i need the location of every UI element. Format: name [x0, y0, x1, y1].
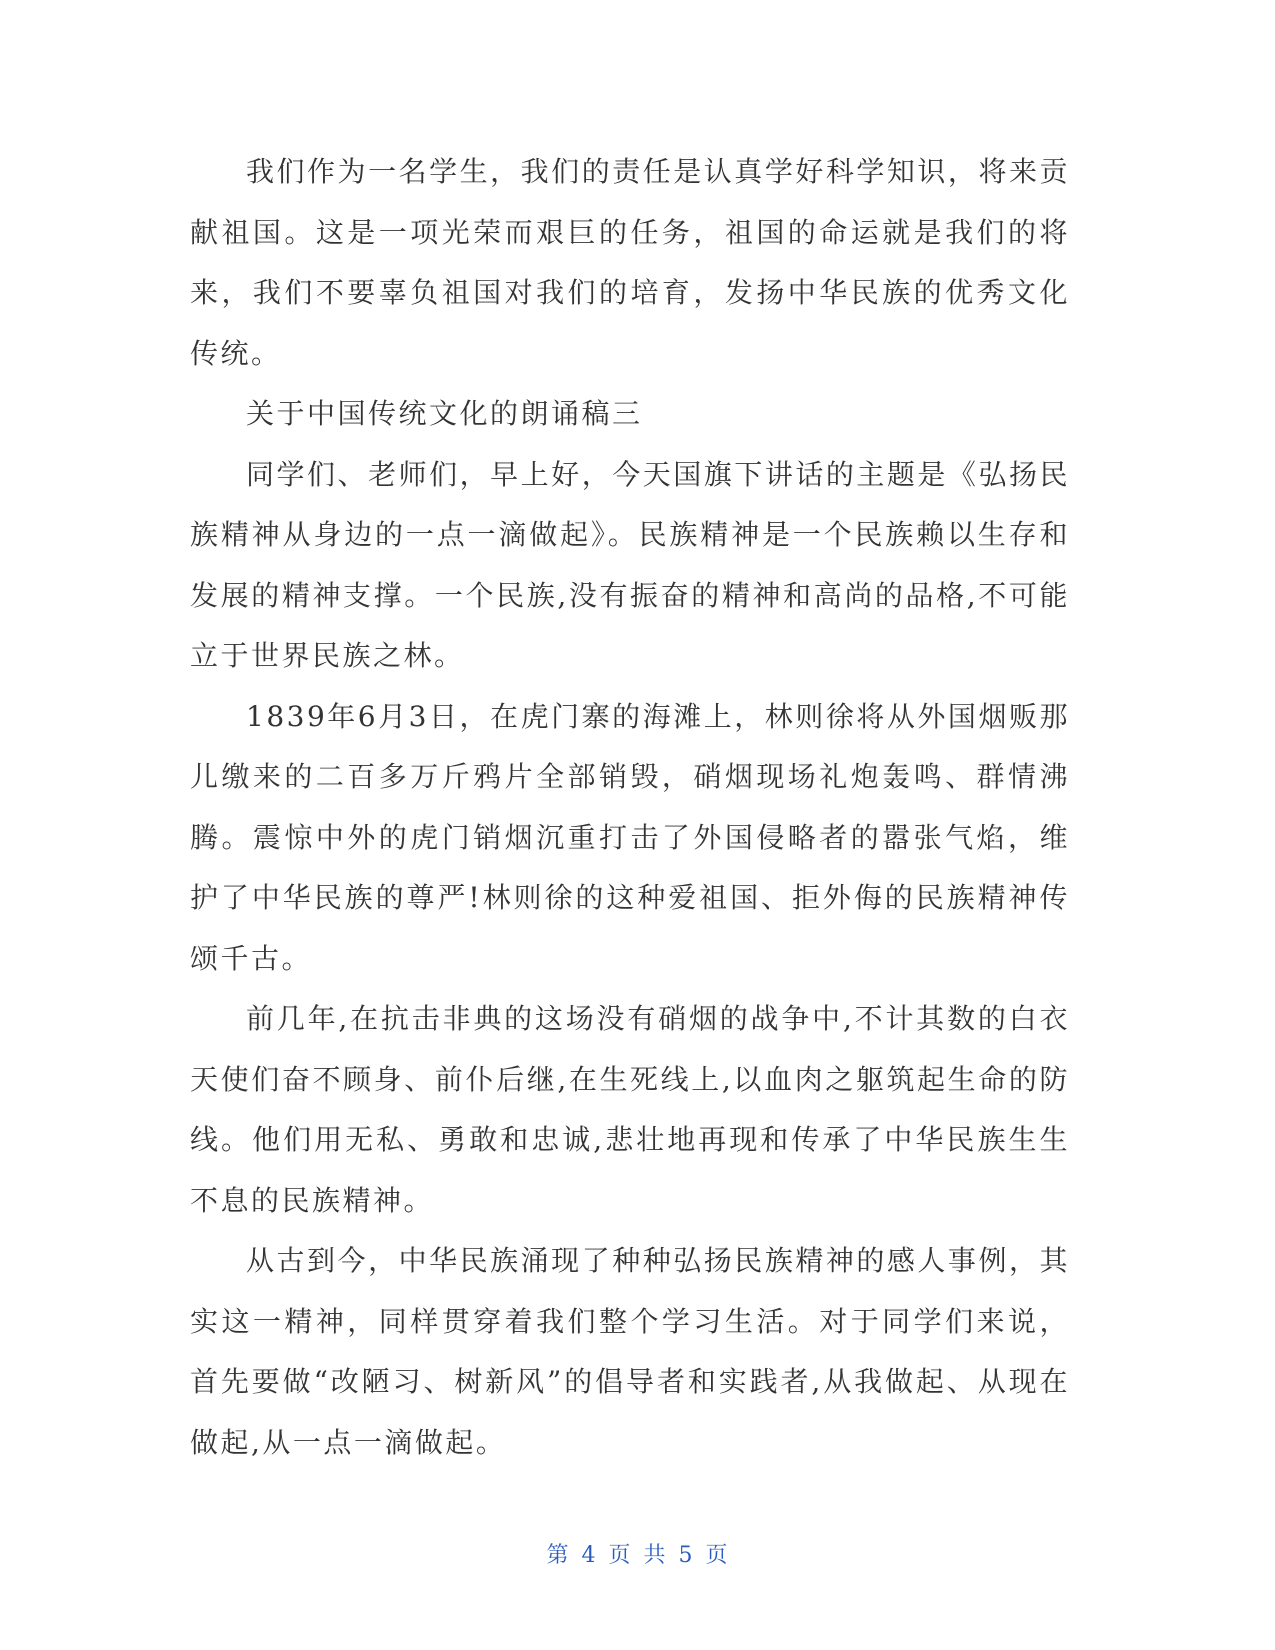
paragraph-4: 前几年,在抗击非典的这场没有硝烟的战争中,不计其数的白衣天使们奋不顾身、前仆后继,在生死线上,以血肉之躯筑起生命的防线。他们用无私、勇敢和忠诚,悲壮地再现和传承了中华民族生生不息的民族精神。: [190, 1002, 1070, 1217]
paragraph-2: 同学们、老师们，早上好，今天国旗下讲话的主题是《弘扬民族精神从身边的一点一滴做起》。民族精神是一个民族赖以生存和发展的精神支撑。一个民族,没有振奋的精神和高尚的品格,不可能立于世界民族之林。: [190, 457, 1070, 672]
footer-total-unit: 页: [705, 1543, 729, 1568]
paragraph-1: 我们作为一名学生，我们的责任是认真学好科学知识，将来贡献祖国。这是一项光荣而艰巨的任务，祖国的命运就是我们的将来，我们不要辜负祖国对我们的培育，发扬中华民族的优秀文化传统。: [190, 155, 1070, 370]
footer-current-page: 4: [581, 1543, 597, 1568]
document-body: [190, 142, 1070, 1473]
footer-page-label: 第: [546, 1543, 570, 1568]
paragraph-5: 从古到今，中华民族涌现了种种弘扬民族精神的感人事例，其实这一精神，同样贯穿着我们整个学习生活。对于同学们来说，首先要做“改陋习、树新风”的倡导者和实践者,从我做起、从现在做起,从一点一滴做起。: [190, 1244, 1070, 1459]
page-footer: [0, 1538, 1275, 1569]
footer-page-unit: 页: [608, 1543, 632, 1568]
footer-total-pages: 5: [678, 1543, 694, 1568]
paragraph-3: 1839年6月3日，在虎门寨的海滩上，林则徐将从外国烟贩那儿缴来的二百多万斤鸦片全部销毁，硝烟现场礼炮轰鸣、群情沸腾。震惊中外的虎门销烟沉重打击了外国侵略者的嚣张气焰，维护了中华民族的尊严!林则徐的这种爱祖国、拒外侮的民族精神传颂千古。: [190, 699, 1070, 975]
footer-total-label: 共: [643, 1543, 667, 1568]
section-heading: 关于中国传统文化的朗诵稿三: [246, 397, 643, 430]
